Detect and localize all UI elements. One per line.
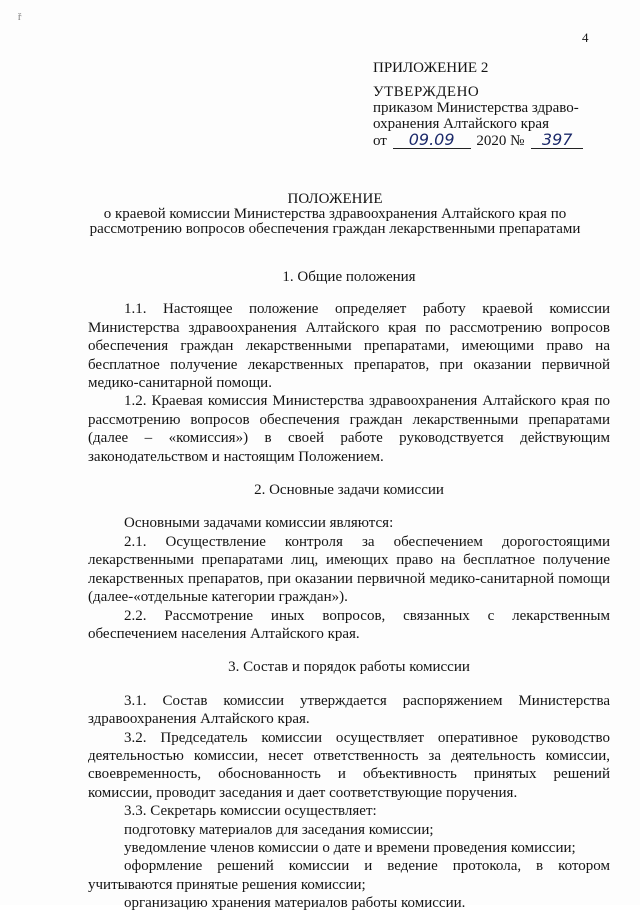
section-2-heading: 2. Основные задачи комиссии xyxy=(254,482,444,499)
duty-item-2: уведомление членов комиссии о дате и времени проведения комиссии; xyxy=(124,839,576,856)
section-1-heading: 1. Общие положения xyxy=(282,269,416,285)
approval-block xyxy=(373,60,623,149)
paragraph-3-2: 3.2. Председатель комиссии осуществляет оперативное руководство деятельностью комиссии, несет ответственность за деятельность комиссии, своевременность, обоснованность и объективность принятых решений комиссии, проводит заседания и дает соответствующие поручения. xyxy=(88,729,610,801)
appendix-label: ПРИЛОЖЕНИЕ 2 xyxy=(373,60,489,76)
paragraph-3-1: 3.1. Состав комиссии утверждается распоряжением Министерства здравоохранения Алтайского края. xyxy=(88,692,610,728)
duty-item-4: организацию хранения материалов работы комиссии. xyxy=(124,895,466,912)
document-title: ПОЛОЖЕНИЕ xyxy=(287,191,383,207)
document-subtitle-1: о краевой комиссии Министерства здравоохранения Алтайского края по xyxy=(103,206,567,222)
document-body xyxy=(88,268,610,913)
approved-label: УТВЕРЖДЕНО xyxy=(373,84,480,100)
page-number: 4 xyxy=(582,30,589,45)
paragraph-1-1: 1.1. Настоящее положение определяет работу краевой комиссии Министерства здравоохранения Алтайского края по рассмотрению вопросов обеспечения граждан лекарственными препаратами, имеющими право на бесплатное получение лекарственных препаратов, при оказании первичной медико-санитарной помощи. xyxy=(88,301,610,392)
order-number-handwritten: 397 xyxy=(541,130,573,149)
duty-item-1: подготовку материалов для заседания комиссии; xyxy=(124,821,434,838)
section-2-intro: Основными задачами комиссии являются: xyxy=(124,515,394,532)
paragraph-3-3: 3.3. Секретарь комиссии осуществляет: xyxy=(124,803,377,820)
order-number-field xyxy=(531,132,583,149)
paragraph-2-2: 2.2. Рассмотрение иных вопросов, связанных с лекарственным обеспечением населения Алтайского края. xyxy=(88,607,610,642)
order-date-field xyxy=(393,132,471,149)
order-year-label: 2020 № xyxy=(476,133,525,149)
document-title-block xyxy=(60,192,610,237)
duty-item-3: оформление решений комиссии и ведение протокола, в котором учитываются принятые решения комиссии; xyxy=(88,858,610,893)
from-label: от xyxy=(373,133,387,149)
section-3-heading: 3. Состав и порядок работы комиссии xyxy=(228,659,470,676)
order-line-1: приказом Министерства здраво- xyxy=(373,100,579,116)
paragraph-1-2: 1.2. Краевая комиссия Министерства здравоохранения Алтайского края по рассмотрению вопросов обеспечения граждан лекарственными препаратами (далее – «комиссия») в своей работе руководствуется действующим законодательством и настоящим Положением. xyxy=(88,393,610,465)
order-date-handwritten: 09.09 xyxy=(408,130,455,149)
paragraph-2-1: 2.1. Осуществление контроля за обеспечением дорогостоящими лекарственными препаратами лиц, имеющих право на бесплатное получение лекарственных препаратов, при оказании первичной медико-санитарной помощи (далее-«отдельные категории граждан»). xyxy=(88,533,610,606)
document-subtitle-2: рассмотрению вопросов обеспечения граждан лекарственными препаратами xyxy=(89,221,581,237)
order-line-2: охранения Алтайского края xyxy=(373,116,549,132)
order-date-line xyxy=(373,132,623,149)
corner-mark: ř xyxy=(18,12,22,23)
